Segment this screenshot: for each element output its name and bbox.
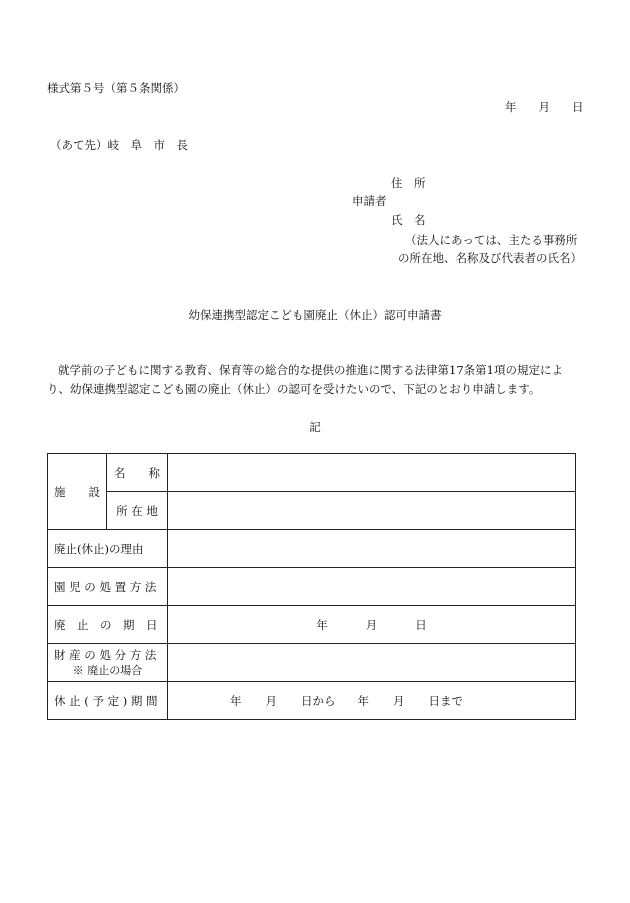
corporation-note-line1: （法人にあっては、主たる事務所 (405, 233, 578, 247)
susp-month-1: 月 (265, 693, 277, 708)
reason-field[interactable] (168, 530, 576, 568)
facility-name-label: 名 称 (107, 454, 168, 492)
application-details-table (47, 453, 576, 720)
facility-location-row (48, 492, 576, 530)
addressee: （あて先）岐 阜 市 長 (50, 138, 188, 152)
abolition-date-field[interactable] (168, 606, 576, 644)
date-year: 年 (505, 100, 517, 114)
facility-location-field[interactable] (168, 492, 576, 530)
abolition-year: 年 (316, 617, 328, 632)
property-note: ※ 廃止の場合 (72, 663, 143, 677)
susp-until: 日まで (428, 693, 463, 708)
facility-name-field[interactable] (168, 454, 576, 492)
abolition-date-row (48, 606, 576, 644)
document-title: 幼保連携型認定こども園廃止（休止）認可申請書 (188, 308, 442, 322)
children-disposition-label: 園 児 の 処 置 方 法 (48, 568, 168, 606)
facility-location-label: 所 在 地 (107, 492, 168, 530)
suspension-period-label: 休 止 ( 予 定 ) 期 間 (48, 682, 168, 720)
applicant-label: 申請者 (352, 194, 387, 208)
children-row (48, 568, 576, 606)
applicant-name-label: 氏 名 (391, 213, 426, 227)
property-disposition-label: 財 産 の 処 分 方 法 (54, 647, 157, 662)
susp-year-1: 年 (230, 693, 242, 708)
children-disposition-field[interactable] (168, 568, 576, 606)
reason-label: 廃止(休止)の理由 (48, 530, 168, 568)
application-statement: 就学前の子どもに関する教育、保育等の総合的な提供の推進に関する法律第17条第1項の規定により、幼保連携型認定こども園の廃止（休止）の認可を受けたいので、下記のとおり申請します。 (47, 363, 563, 396)
property-disposition-field[interactable] (168, 644, 576, 682)
form-number: 様式第５号（第５条関係） (47, 81, 185, 95)
suspension-row (48, 682, 576, 720)
abolition-date-label: 廃 止 の 期 日 (48, 606, 168, 644)
corporation-note-line2: の所在地、名称及び代表者の氏名） (398, 251, 582, 265)
application-date (505, 99, 584, 115)
date-month: 月 (538, 100, 550, 114)
abolition-month: 月 (365, 617, 378, 632)
susp-year-2: 年 (357, 693, 369, 708)
suspension-period-field[interactable] (168, 682, 576, 720)
property-row (48, 644, 576, 682)
facility-label: 施 設 (48, 454, 107, 530)
date-day: 日 (572, 100, 584, 114)
applicant-address-label: 住 所 (391, 176, 426, 190)
facility-name-row (48, 454, 576, 492)
abolition-day: 日 (415, 617, 427, 632)
susp-from: 日から (301, 693, 336, 708)
property-label-cell (48, 644, 168, 682)
reason-row (48, 530, 576, 568)
ki-heading: 記 (309, 420, 321, 434)
susp-month-2: 月 (393, 693, 405, 708)
